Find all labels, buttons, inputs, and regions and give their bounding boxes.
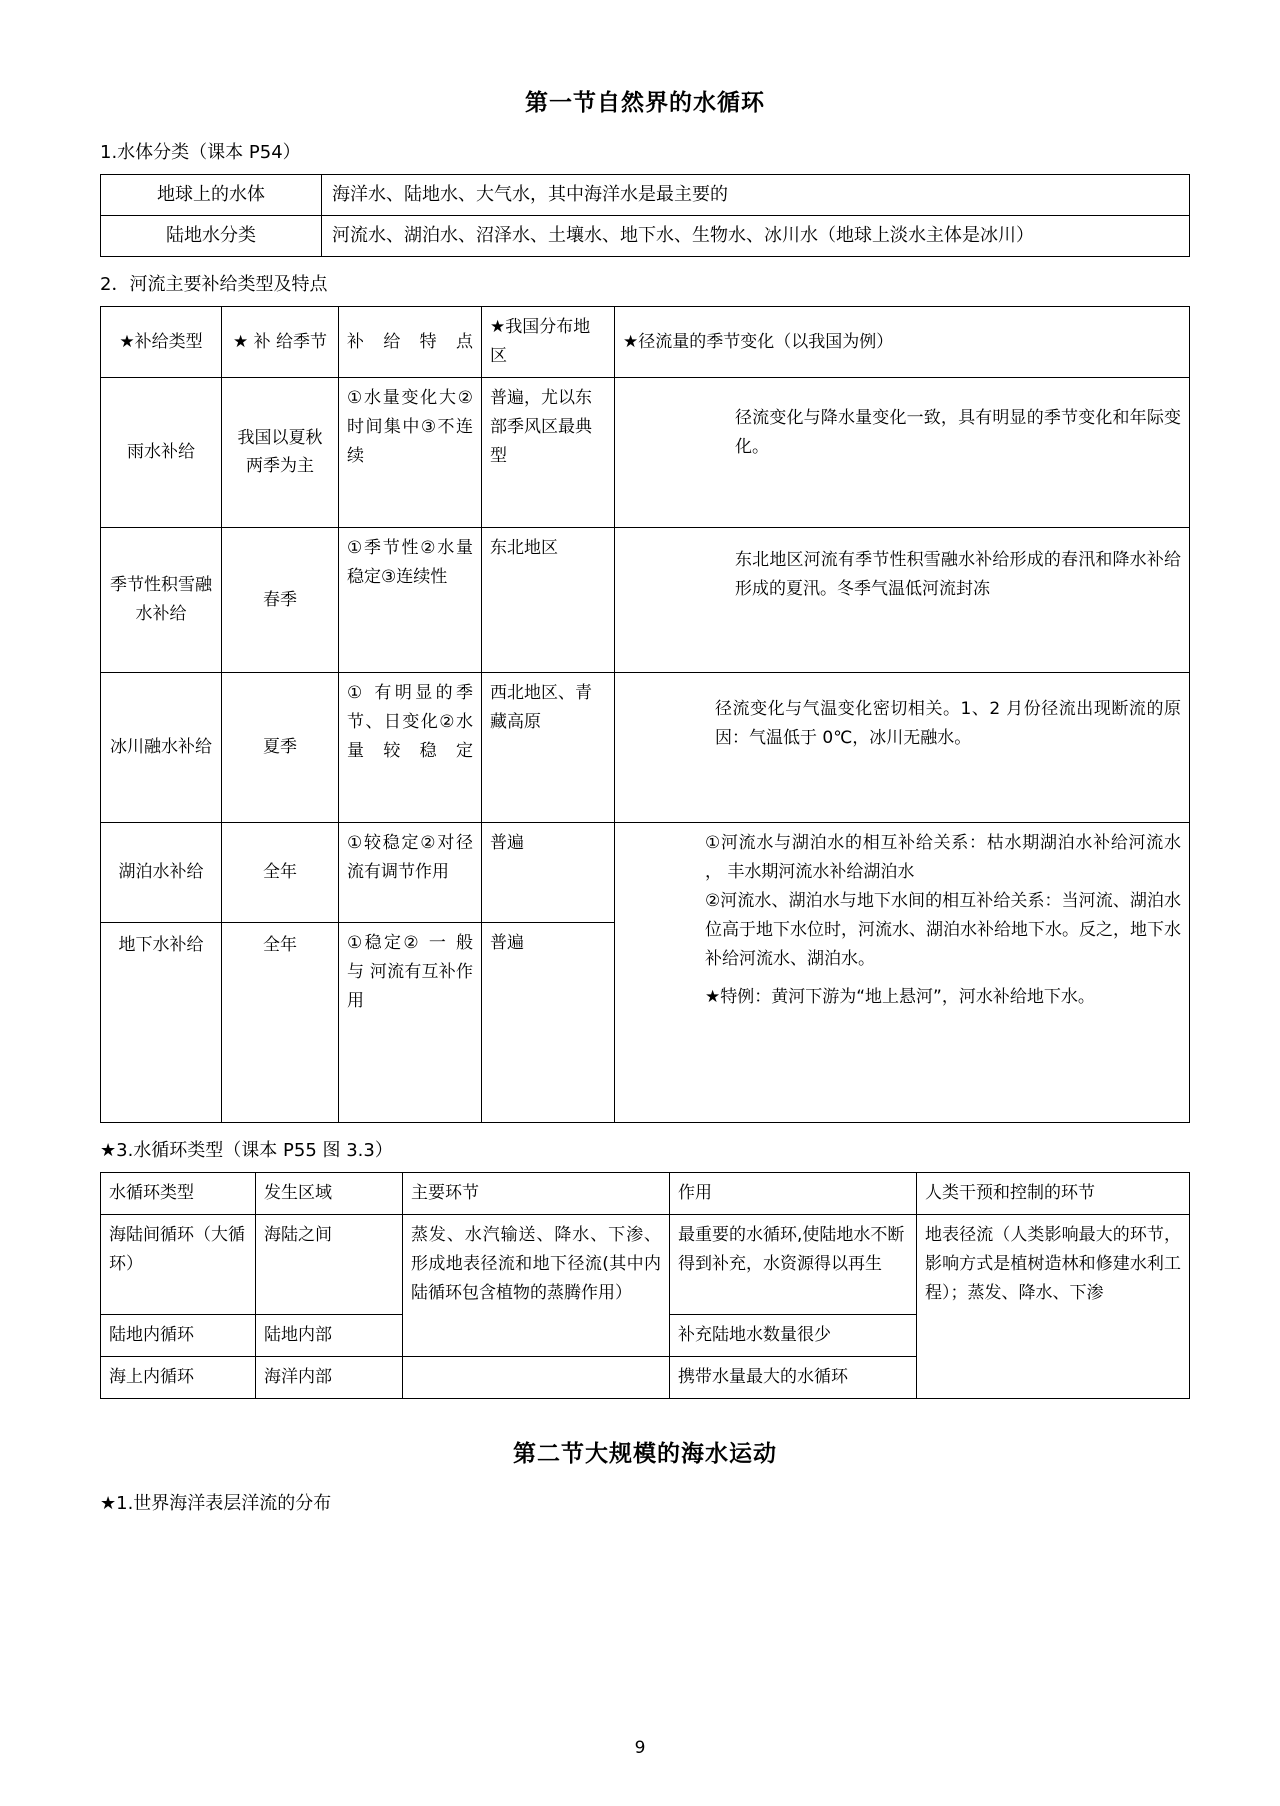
cell-cycle-type-sea-land: 海陆间循环（大循环）: [101, 1214, 256, 1314]
cell-region-land-inner: 陆地内部: [256, 1314, 403, 1356]
runoff-paragraph-2: ②河流水、湖泊水与地下水间的相互补给关系：当河流、湖泊水位高于地下水位时，河流水、湖泊水补给地下水。反之，地下水补给河流水、湖泊水。: [705, 890, 1181, 969]
cell-effect-sea-land: 最重要的水循环,使陆地水不断得到补充，水资源得以再生: [670, 1214, 917, 1314]
table-river-supply-types: [100, 306, 1190, 1123]
cell-season-groundwater: 全年: [222, 922, 339, 1122]
cell-cycle-type-land-inner: 陆地内循环: [101, 1314, 256, 1356]
cell-area-lake: 普遍: [482, 822, 615, 922]
cell-season-rainwater: 我国以夏秋两季为主: [222, 377, 339, 527]
cell-runoff-snowmelt: 东北地区河流有季节性积雪融水补给形成的春汛和降水补给形成的夏汛。冬季气温低河流封冻: [615, 527, 1190, 672]
cell-feature-glacier: ① 有明显的季节、日变化②水量较稳定: [339, 672, 482, 822]
cell-type-rainwater: 雨水补给: [101, 377, 222, 527]
cell-type-lake: 湖泊水补给: [101, 822, 222, 922]
table-water-cycle-types: [100, 1172, 1190, 1399]
cell-value-earth-water: 海洋水、陆地水、大气水，其中海洋水是最主要的: [322, 175, 1190, 216]
cell-season-glacier: 夏季: [222, 672, 339, 822]
header-supply-feature: 补给特点: [339, 307, 482, 378]
header-human-intervention: 人类干预和控制的环节: [917, 1172, 1190, 1214]
heading-river-supply-types: 2．河流主要补给类型及特点: [100, 274, 328, 296]
header-cycle-region: 发生区域: [256, 1172, 403, 1214]
cell-runoff-rainwater: 径流变化与降水量变化一致，具有明显的季节变化和年际变化。: [615, 377, 1190, 527]
header-distribution-area: ★我国分布地区: [482, 307, 615, 378]
table-row: [101, 377, 1190, 527]
cell-feature-groundwater: ①稳定② 一 般 与 河流有互补作用: [339, 922, 482, 1122]
header-supply-season: ★ 补 给季节: [222, 307, 339, 378]
page-number: 9: [634, 1738, 646, 1758]
heading-water-cycle-types: ★3.水循环类型（课本 P55 图 3.3）: [100, 1139, 393, 1161]
table-row: [101, 672, 1190, 822]
cell-season-snowmelt: 春季: [222, 527, 339, 672]
cell-runoff-glacier: 径流变化与气温变化密切相关。1、2 月份径流出现断流的原因：气温低于 0℃，冰川无融水。: [615, 672, 1190, 822]
runoff-paragraph-3: ★特例：黄河下游为“地上悬河”，河水补给地下水。: [705, 987, 1095, 1008]
cell-feature-lake: ①较稳定②对径流有调节作用: [339, 822, 482, 922]
cell-effect-land-inner: 补充陆地水数量很少: [670, 1314, 917, 1356]
header-cycle-type: 水循环类型: [101, 1172, 256, 1214]
table-row: [101, 822, 1190, 922]
header-seasonal-runoff: ★径流量的季节变化（以我国为例）: [615, 307, 1190, 378]
section-1-title: 第一节自然界的水循环: [525, 90, 765, 116]
table-row: [101, 527, 1190, 672]
cell-links-merged: 蒸发、水汽输送、降水、下渗、形成地表径流和地下径流(其中内陆循环包含植物的蒸腾作用）: [403, 1214, 670, 1356]
cell-type-glacier: 冰川融水补给: [101, 672, 222, 822]
cell-type-groundwater: 地下水补给: [101, 922, 222, 1122]
cell-area-snowmelt: 东北地区: [482, 527, 615, 672]
table-row: [101, 1214, 1190, 1314]
cell-area-rainwater: 普遍，尤以东部季风区最典型: [482, 377, 615, 527]
heading-ocean-currents: ★1.世界海洋表层洋流的分布: [100, 1492, 332, 1514]
cell-feature-rainwater: ①水量变化大②时间集中③不连续: [339, 377, 482, 527]
cell-cycle-type-sea-inner: 海上内循环: [101, 1356, 256, 1398]
table-row: [101, 175, 1190, 216]
header-cycle-links: 主要环节: [403, 1172, 670, 1214]
table-header-row: [101, 307, 1190, 378]
cell-feature-snowmelt: ①季节性②水量稳定③连续性: [339, 527, 482, 672]
table-header-row: [101, 1172, 1190, 1214]
cell-area-glacier: 西北地区、青藏高原: [482, 672, 615, 822]
cell-region-sea-inner: 海洋内部: [256, 1356, 403, 1398]
section-2-title: 第二节大规模的海水运动: [513, 1440, 777, 1467]
runoff-paragraph-1: ①河流水与湖泊水的相互补给关系：枯水期湖泊水补给河流水 ， 丰水期河流水补给湖泊水: [705, 832, 1181, 882]
cell-human-intervention-merged: 地表径流（人类影响最大的环节，影响方式是植树造林和修建水利工程）；蒸发、降水、下渗: [917, 1214, 1190, 1398]
cell-label-earth-water: 地球上的水体: [101, 175, 322, 216]
cell-runoff-groundwater-lake-merged: [615, 822, 1190, 1122]
header-supply-type: ★补给类型: [101, 307, 222, 378]
cell-season-lake: 全年: [222, 822, 339, 922]
table-water-body-classification: [100, 174, 1190, 257]
cell-value-land-water: 河流水、湖泊水、沼泽水、土壤水、地下水、生物水、冰川水（地球上淡水主体是冰川）: [322, 216, 1190, 257]
heading-water-body-classification: 1.水体分类（课本 P54）: [100, 142, 301, 163]
cell-area-groundwater: 普遍: [482, 922, 615, 1122]
table-row: [101, 216, 1190, 257]
cell-region-sea-land: 海陆之间: [256, 1214, 403, 1314]
cell-label-land-water: 陆地水分类: [101, 216, 322, 257]
header-cycle-effect: 作用: [670, 1172, 917, 1214]
cell-links-empty: [403, 1356, 670, 1398]
cell-effect-sea-inner: 携带水量最大的水循环: [670, 1356, 917, 1398]
cell-type-snowmelt: 季节性积雪融水补给: [101, 527, 222, 672]
